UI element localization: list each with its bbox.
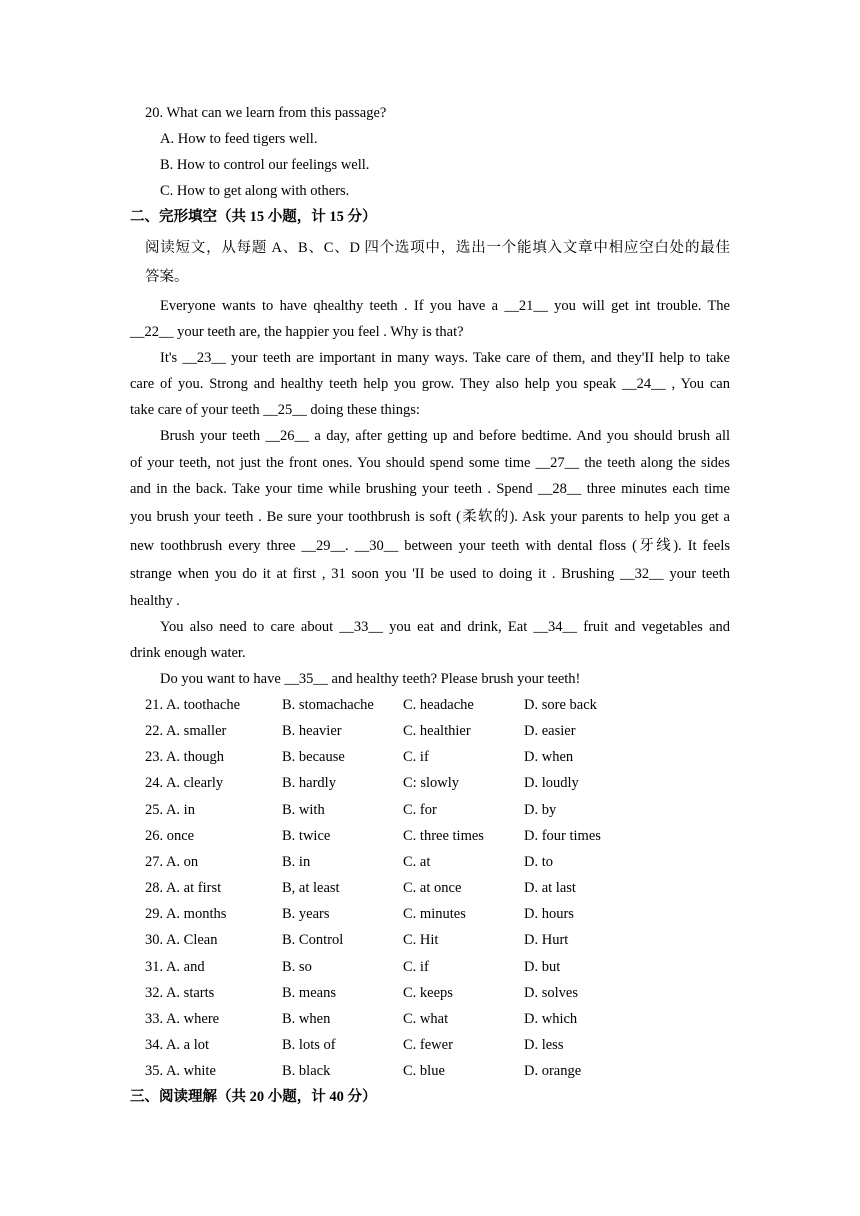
option-29-a: 29. A. months (145, 906, 227, 922)
option-21-d: D. sore back (524, 697, 597, 713)
option-33-b: B. when (282, 1011, 331, 1027)
option-32-b: B. means (282, 985, 336, 1001)
option-26-d: D. four times (524, 828, 601, 844)
option-32-d: D. solves (524, 985, 578, 1001)
option-26-c: C. three times (403, 828, 484, 844)
question-20-stem: 20. What can we learn from this passage? (145, 105, 387, 121)
option-30-b: B. Control (282, 932, 344, 948)
option-30-d: D. Hurt (524, 932, 569, 948)
option-31-d: D. but (524, 959, 561, 975)
passage-line: and in the back. Take your time while brushing your teeth . Spend __28__ three minutes each time (130, 481, 730, 497)
option-24-c: C: slowly (403, 775, 459, 791)
option-31-b: B. so (282, 959, 312, 975)
option-35-c: C. blue (403, 1063, 445, 1079)
question-20-option-b: B. How to control our feelings well. (160, 157, 370, 173)
option-23-c: C. if (403, 749, 429, 765)
section-2-heading: 二、完形填空（共 15 小题，计 15 分） (130, 209, 377, 225)
option-28-b: B, at least (282, 880, 340, 896)
option-23-b: B. because (282, 749, 345, 765)
passage-line: You also need to care about __33__ you eat and drink, Eat __34__ fruit and vegetables and (160, 619, 730, 635)
option-32-a: 32. A. starts (145, 985, 215, 1001)
option-33-a: 33. A. where (145, 1011, 220, 1027)
option-29-d: D. hours (524, 906, 574, 922)
option-26-b: B. twice (282, 828, 331, 844)
option-22-d: D. easier (524, 723, 576, 739)
passage-line: care of you. Strong and healthy teeth help you grow. They also help you speak __24__ , You can (130, 376, 730, 392)
passage-line: Do you want to have __35__ and healthy teeth? Please brush your teeth! (160, 671, 581, 687)
option-27-d: D. to (524, 854, 553, 870)
option-28-c: C. at once (403, 880, 462, 896)
option-35-d: D. orange (524, 1063, 582, 1079)
passage-line: It's __23__ your teeth are important in many ways. Take care of them, and they'II help to take (160, 350, 730, 366)
option-27-b: B. in (282, 854, 311, 870)
option-30-c: C. Hit (403, 932, 439, 948)
passage-line: of your teeth, not just the front ones. You should spend some time __27__ the teeth along the sides (130, 455, 730, 471)
option-23-a: 23. A. though (145, 749, 224, 765)
option-33-c: C. what (403, 1011, 449, 1027)
passage-line: new toothbrush every three __29__. __30__ between your teeth with dental floss (牙线). It feels (130, 538, 730, 554)
section-2-instructions-cont: 答案。 (145, 269, 189, 285)
section-2-instructions: 阅读短文，从每题 A、B、C、D 四个选项中，选出一个能填入文章中相应空白处的最佳 (145, 240, 730, 256)
option-34-b: B. lots of (282, 1037, 336, 1053)
option-27-a: 27. A. on (145, 854, 199, 870)
option-22-b: B. heavier (282, 723, 342, 739)
option-21-a: 21. A. toothache (145, 697, 241, 713)
passage-line: Brush your teeth __26__ a day, after getting up and before bedtime. And you should brush all (160, 428, 730, 444)
passage-line: take care of your teeth __25__ doing these things: (130, 402, 420, 418)
option-26-a: 26. once (145, 828, 195, 844)
option-32-c: C. keeps (403, 985, 453, 1001)
option-21-b: B. stomachache (282, 697, 374, 713)
option-29-b: B. years (282, 906, 330, 922)
passage-line: Everyone wants to have qhealthy teeth . If you have a __21__ you will get int trouble. The (160, 298, 730, 314)
option-29-c: C. minutes (403, 906, 466, 922)
option-21-c: C. headache (403, 697, 474, 713)
option-25-c: C. for (403, 802, 437, 818)
option-25-a: 25. A. in (145, 802, 195, 818)
option-27-c: C. at (403, 854, 431, 870)
passage-line: you brush your teeth . Be sure your toothbrush is soft (柔软的). Ask your parents to help you get a (130, 509, 730, 525)
option-24-d: D. loudly (524, 775, 579, 791)
option-24-a: 24. A. clearly (145, 775, 224, 791)
option-25-b: B. with (282, 802, 325, 818)
passage-line: strange when you do it at first , 31 soon you 'II be used to doing it . Brushing __32__ your teeth (130, 566, 730, 582)
option-23-d: D. when (524, 749, 574, 765)
option-22-a: 22. A. smaller (145, 723, 227, 739)
option-30-a: 30. A. Clean (145, 932, 218, 948)
option-28-d: D. at last (524, 880, 576, 896)
section-3-heading: 三、阅读理解（共 20 小题，计 40 分） (130, 1089, 377, 1105)
question-20-option-c: C. How to get along with others. (160, 183, 350, 199)
option-31-a: 31. A. and (145, 959, 205, 975)
passage-line: __22__ your teeth are, the happier you feel . Why is that? (130, 324, 464, 340)
option-24-b: B. hardly (282, 775, 336, 791)
option-31-c: C. if (403, 959, 429, 975)
option-25-d: D. by (524, 802, 557, 818)
passage-line: drink enough water. (130, 645, 246, 661)
option-33-d: D. which (524, 1011, 578, 1027)
option-34-c: C. fewer (403, 1037, 453, 1053)
question-20-option-a: A. How to feed tigers well. (160, 131, 318, 147)
option-28-a: 28. A. at first (145, 880, 222, 896)
option-22-c: C. healthier (403, 723, 471, 739)
option-35-b: B. black (282, 1063, 331, 1079)
option-34-d: D. less (524, 1037, 564, 1053)
passage-line: healthy . (130, 593, 180, 609)
option-35-a: 35. A. white (145, 1063, 216, 1079)
option-34-a: 34. A. a lot (145, 1037, 210, 1053)
